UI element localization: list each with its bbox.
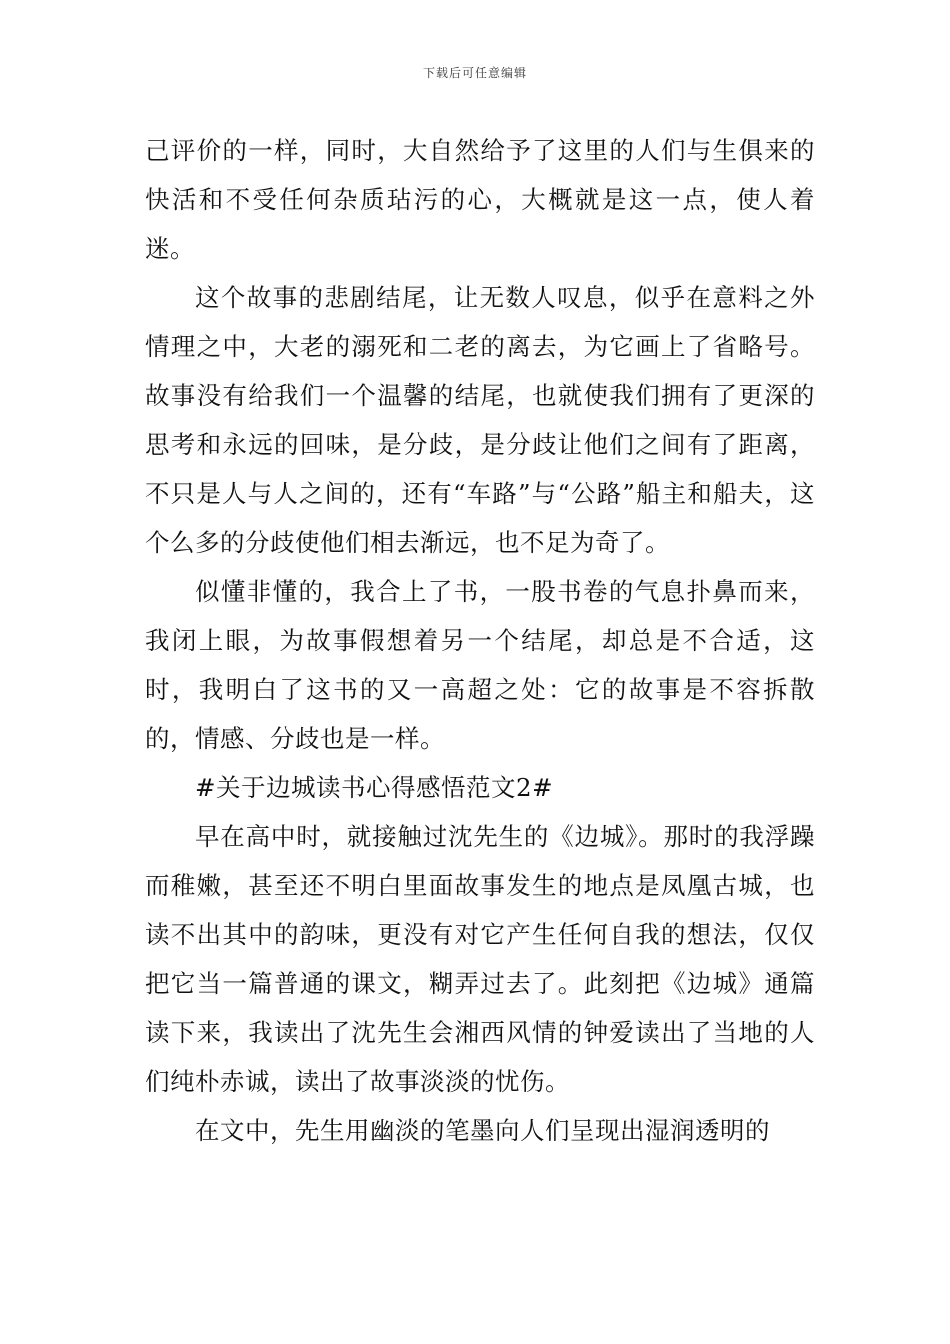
paragraph-5: 在文中，先生用幽淡的笔墨向人们呈现出湿润透明的 [195, 1116, 770, 1145]
paragraph-3: 似懂非懂的，我合上了书，一股书卷的气息扑鼻而来，我闭上眼，为故事假想着另一个结尾，却总是不合适，这时，我明白了这书的又一高超之处：它的故事是不容拆散的，情感、分歧也是一样。 [145, 577, 815, 753]
paragraph-2: 这个故事的悲剧结尾，让无数人叹息，似乎在意料之外情理之中，大老的溺死和二老的离去，为它画上了省略号。故事没有给我们一个温馨的结尾，也就使我们拥有了更深的思考和永远的回味，是分歧，是分歧让他们之间有了距离，不只是人与人之间的，还有“车路”与“公路”船主和船夫，这个么多的分歧使他们相去渐远，也不足为奇了。 [145, 283, 815, 557]
document-body [145, 126, 815, 1155]
paragraph-4: 早在高中时，就接触过沈先生的《边城》。那时的我浮躁而稚嫩，甚至还不明白里面故事发生的地点是凤凰古城，也读不出其中的韵味，更没有对它产生任何自我的想法，仅仅把它当一篇普通的课文，糊弄过去了。此刻把《边城》通篇读下来，我读出了沈先生会湘西风情的钟爱读出了当地的人们纯朴赤诚，读出了故事淡淡的忧伤。 [145, 822, 815, 1096]
paragraph-1: 己评价的一样，同时，大自然给予了这里的人们与生俱来的快活和不受任何杂质玷污的心，大概就是这一点，使人着迷。 [145, 136, 815, 263]
page-header: 下载后可任意编辑 [422, 66, 527, 80]
section-heading: #关于边城读书心得感悟范文2# [195, 773, 554, 802]
